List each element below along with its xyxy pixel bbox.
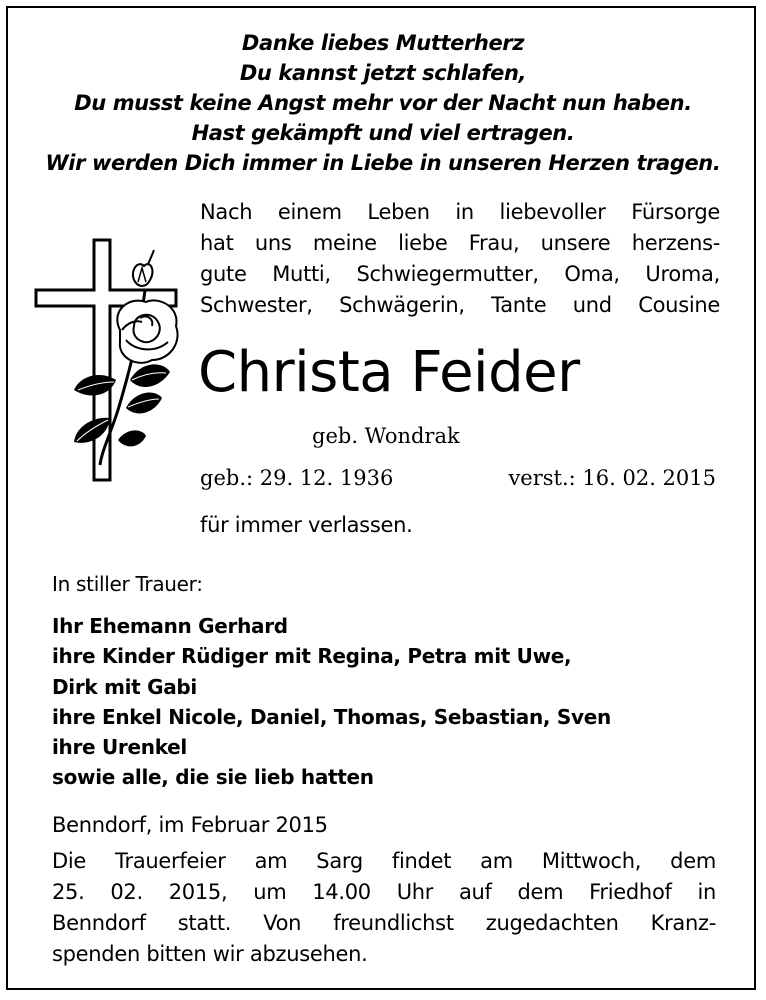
intro-line: hat uns meine liebe Frau, unsere herzens-: [200, 231, 720, 255]
mourning-heading: In stiller Trauer:: [52, 572, 203, 596]
funeral-info: [52, 846, 716, 970]
funeral-line: Benndorf statt. Von freundlichst zugedachten Kranz-: [52, 911, 716, 935]
family-line: ihre Urenkel: [52, 735, 187, 760]
life-dates: [200, 463, 716, 493]
birth-date: geb.: 29. 12. 1936: [200, 466, 394, 490]
poem-line: Du musst keine Angst mehr vor der Nacht nun haben.: [74, 91, 692, 115]
intro-text: [200, 197, 720, 321]
funeral-line: Die Trauerfeier am Sarg findet am Mittwoch, dem: [52, 849, 716, 873]
poem-line: Du kannst jetzt schlafen,: [239, 61, 527, 85]
family-line: ihre Kinder Rüdiger mit Regina, Petra mit Uwe,: [52, 644, 572, 669]
place-date: Benndorf, im Februar 2015: [52, 813, 328, 837]
family-line: Dirk mit Gabi: [52, 674, 197, 699]
intro-line: gute Mutti, Schwiegermutter, Oma, Uroma,: [200, 262, 720, 286]
intro-line: Schwester, Schwägerin, Tante und Cousine: [200, 293, 720, 317]
death-date: verst.: 16. 02. 2015: [508, 466, 716, 490]
intro-line: Nach einem Leben in liebevoller Fürsorge: [200, 200, 720, 224]
poem-line: Wir werden Dich immer in Liebe in unseren Herzen tragen.: [45, 151, 721, 175]
family-list: [52, 611, 611, 793]
left-us-text: für immer verlassen.: [200, 513, 413, 537]
birth-name: geb. Wondrak: [312, 424, 460, 448]
family-line: ihre Enkel Nicole, Daniel, Thomas, Sebastian, Sven: [52, 704, 611, 729]
funeral-line: spenden bitten wir abzusehen.: [52, 942, 368, 966]
family-line: Ihr Ehemann Gerhard: [52, 614, 288, 638]
deceased-name: Christa Feider: [198, 340, 580, 405]
poem: [20, 28, 746, 178]
family-line: sowie alle, die sie lieb hatten: [52, 765, 374, 790]
cross-with-rose-icon: [30, 230, 190, 500]
poem-line: Danke liebes Mutterherz: [241, 31, 525, 55]
funeral-line: 25. 02. 2015, um 14.00 Uhr auf dem Friedhof in: [52, 880, 716, 904]
poem-line: Hast gekämpft und viel ertragen.: [191, 121, 575, 145]
